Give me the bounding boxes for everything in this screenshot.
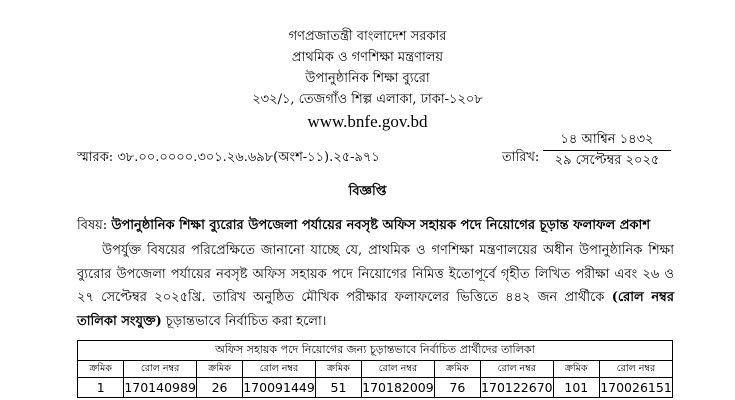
notice-title: বিজ্ঞপ্তি (348, 184, 387, 199)
subject-label: বিষয়: (77, 218, 108, 233)
serial-cell: 26 (196, 378, 242, 398)
roll-cell: 170122670 (481, 378, 554, 398)
serial-cell: 1 (78, 378, 124, 398)
memo-number (77, 148, 380, 169)
column-header: ক্রমিক (434, 361, 480, 378)
roll-cell: 170091449 (243, 378, 316, 398)
date-english: ২৯ সেপ্টেম্বর ২০২৫ (543, 150, 671, 170)
roll-cell: 170026151 (599, 378, 672, 398)
column-header: রোল নম্বর (362, 361, 435, 378)
letterhead (0, 26, 735, 133)
roll-cell: 170182009 (362, 378, 435, 398)
table-caption-row (78, 341, 673, 361)
selected-candidates-table (77, 340, 673, 398)
column-header: ক্রমিক (553, 361, 599, 378)
notice-body (77, 239, 674, 333)
bureau-name: উপানুষ্ঠানিক শিক্ষা ব্যুরো (305, 71, 430, 86)
table-row (78, 378, 673, 398)
column-header: রোল নম্বর (243, 361, 316, 378)
serial-cell: 76 (434, 378, 480, 398)
table-caption: অফিস সহায়ক পদে নিয়োগের জন্য চূড়ান্তভাবে নির্বাচিত প্রার্থীদের তালিকা (78, 341, 673, 361)
date-block (543, 131, 671, 170)
ministry-name: প্রাথমিক ও গণশিক্ষা মন্ত্রণালয় (291, 50, 444, 65)
subject-text: উপানুষ্ঠানিক শিক্ষা ব্যুরোর উপজেলা পর্যায়ের নবসৃষ্ট অফিস সহায়ক পদে নিয়োগের চূড়ান্ত ফলাফল প্রকাশ (111, 218, 651, 233)
office-address: ২৩২/১, তেজগাঁও শিল্প এলাকা, ঢাকা-১২০৮ (252, 92, 483, 107)
subject-line (77, 216, 650, 237)
date-label: তারিখ: (502, 150, 540, 165)
body-text-end: চূড়ান্তভাবে নির্বাচিত করা হলো। (165, 313, 327, 329)
column-header: রোল নম্বর (599, 361, 672, 378)
memo-value: ৩৮.০০.০০০০.৩০১.২৬.৬৯৮(অংশ-১১).২৫-৯৭১ (117, 150, 380, 165)
table-header-row (78, 361, 673, 378)
roll-cell: 170140989 (124, 378, 197, 398)
column-header: ক্রমিক (196, 361, 242, 378)
column-header: ক্রমিক (78, 361, 124, 378)
body-text-main: উপর্যুক্ত বিষয়ের পরিপ্রেক্ষিতে জানানো যাচ্ছে যে, প্রাথমিক ও গণশিক্ষা মন্ত্রণালয়ের অধীন উপানুষ্ঠানিক শিক্ষা ব্যুরোর উপজেলা পর্যায়ের নবসৃষ্ট অফিস সহায়ক পদে নিয়োগের নিমিত্ত ইতোপূর্বে গৃহীত লিখিত পরীক্ষা এবং ২৬ ও ২৭ সেপ্টেম্বর ২০২৫খ্রি. তারিখ অনুষ্ঠিত মৌখিক পরীক্ষার ফলাফলের ভিত্তিতে ৪৪২ জন প্রার্থীকে (77, 243, 674, 305)
memo-label: স্মারক: (77, 150, 114, 165)
column-header: রোল নম্বর (124, 361, 197, 378)
serial-cell: 101 (553, 378, 599, 398)
government-name: গণপ্রজাতন্ত্রী বাংলাদেশ সরকার (288, 29, 447, 44)
column-header: রোল নম্বর (481, 361, 554, 378)
date-bangla: ১৪ আশ্বিন ১৪৩২ (560, 132, 654, 147)
website-link[interactable]: www.bnfe.gov.bd (307, 112, 428, 131)
column-header: ক্রমিক (315, 361, 361, 378)
serial-cell: 51 (315, 378, 361, 398)
body-text-bold: (রোল নম্বর তালিকা সংযুক্ত) (77, 290, 674, 329)
